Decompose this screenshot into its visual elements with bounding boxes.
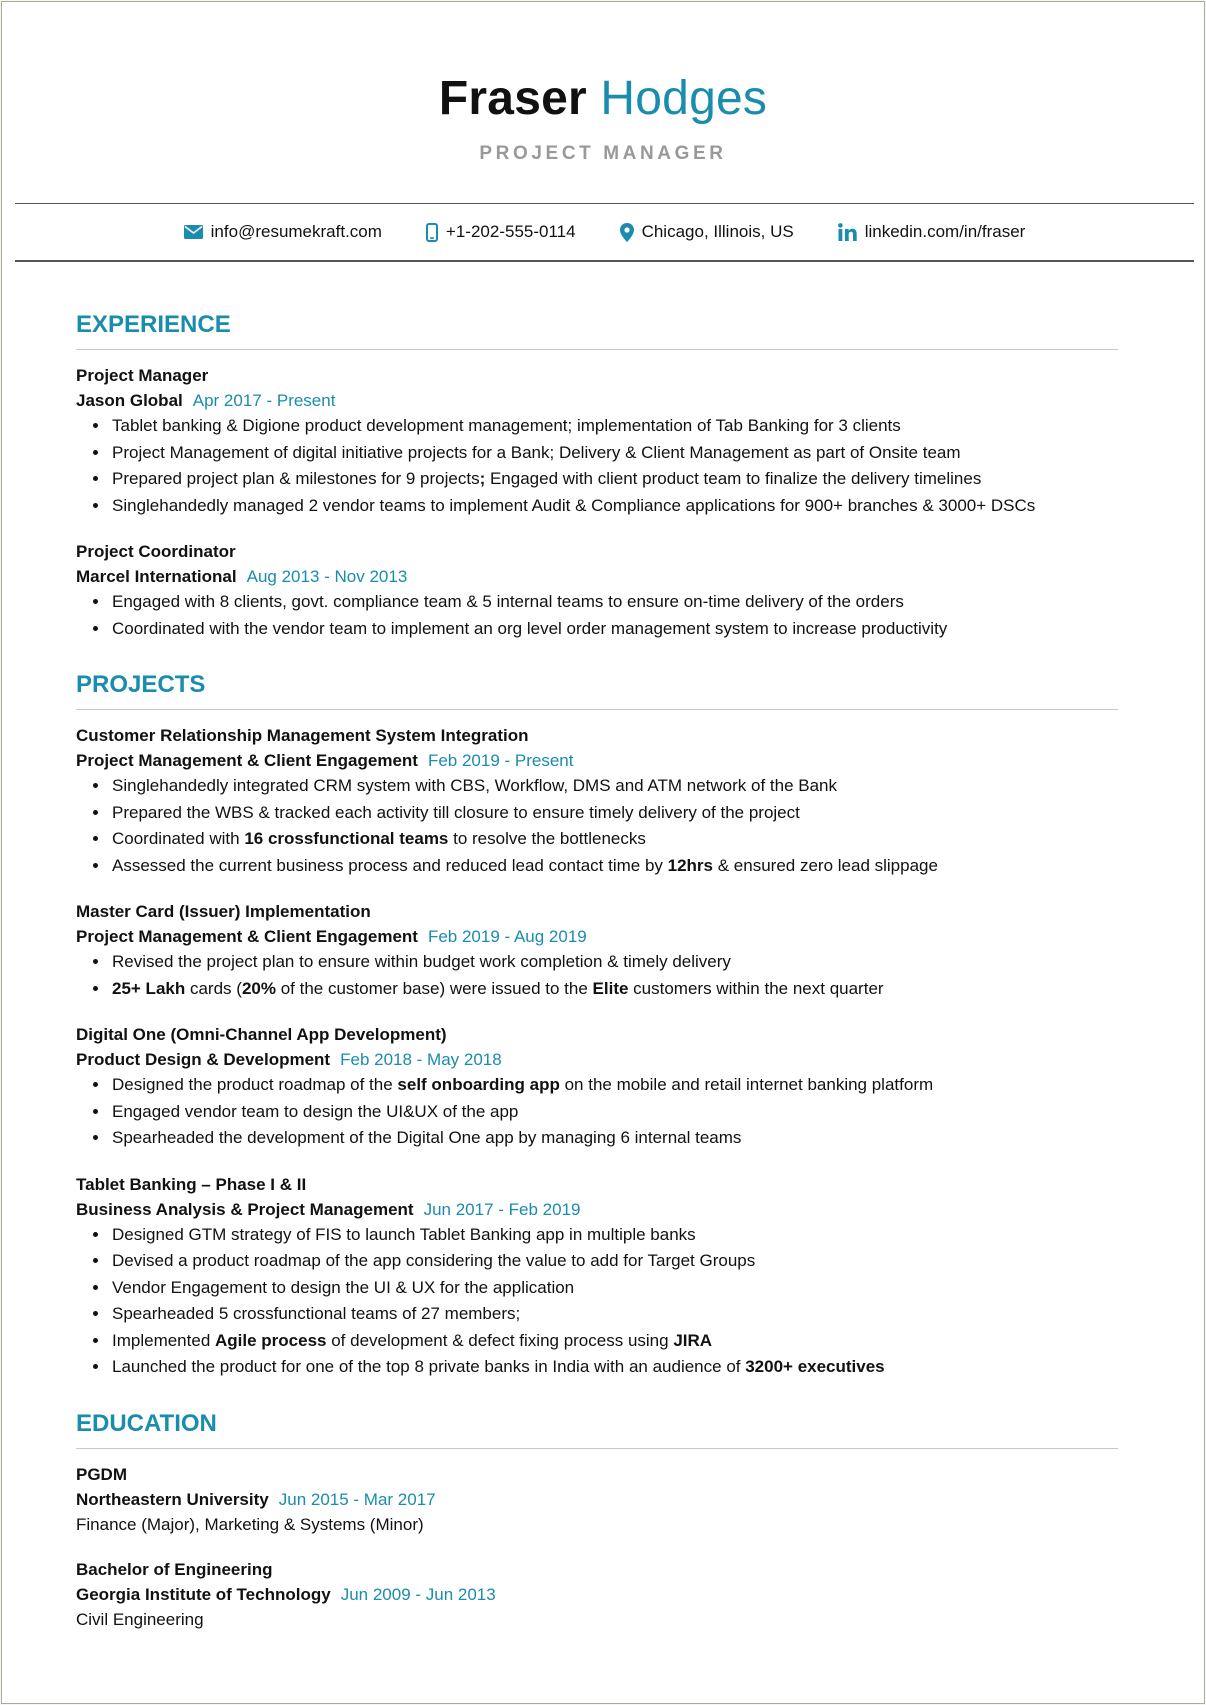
emphasis-text: Elite [592,978,629,998]
resume-page [1,1,1205,1704]
contact-phone[interactable] [426,222,576,242]
job-entry [76,539,1118,642]
project-bullets [76,949,1118,1002]
bullet-item: • Vendor Engagement to design the UI & UX for the application [110,1275,1118,1302]
contact-location [620,222,794,242]
education-section [76,1409,1118,1632]
project-role: Business Analysis & Project Management [76,1199,414,1219]
job-org-line [76,564,1118,589]
project-name: Digital One (Omni-Channel App Development) [76,1025,447,1044]
first-name: Fraser [438,72,587,125]
emphasis-text: self onboarding app [397,1075,560,1094]
project-entry [76,723,1118,879]
project-entry [76,1022,1118,1152]
project-role-line [76,924,1118,949]
school-name: Northeastern University [76,1489,269,1509]
bullet-item: • Devised a product roadmap of the app considering the value to add for Target Groups [110,1248,1118,1275]
school-name: Georgia Institute of Technology [76,1584,331,1604]
job-bullets [76,589,1118,642]
emphasis-text: JIRA [673,1330,713,1350]
contact-bar [15,203,1194,262]
school-line [76,1582,1118,1607]
job-dates: Apr 2017 - Present [192,391,336,410]
bullet-item: • Designed GTM strategy of FIS to launch Tablet Banking app in multiple banks [110,1222,1118,1249]
bullet-item: • Assessed the current business process and reduced lead contact time by 12hrs & ensured zero lead slippage [110,853,1118,880]
project-bullets [76,1072,1118,1152]
degree: Bachelor of Engineering [76,1559,273,1579]
map-pin-icon [620,223,634,242]
bullet-item: • 25+ Lakh cards (20% of the customer base) were issued to the Elite customers within the next quarter [110,976,1118,1003]
job-title: PROJECT MANAGER [479,143,727,164]
bullet-item: • Prepared the WBS & tracked each activity till closure to ensure timely delivery of the project [110,800,1118,827]
job-role: Project Coordinator [76,542,236,561]
education-heading: EDUCATION [76,1409,1118,1449]
resume-header [2,2,1204,164]
emphasis-text: Agile process [215,1330,327,1350]
project-dates: Feb 2019 - Present [427,751,574,770]
project-role: Project Management & Client Engagement [76,927,418,946]
experience-section [76,310,1118,642]
bullet-item: • Project Management of digital initiative projects for a Bank; Delivery & Client Management as part of Onsite team [110,440,1118,467]
education-dates: Jun 2009 - Jun 2013 [340,1584,496,1604]
candidate-name [2,73,1204,125]
bullet-item: • Coordinated with the vendor team to implement an org level order management system to increase productivity [110,616,1118,643]
project-name: Master Card (Issuer) Implementation [76,902,371,921]
bullet-item: • Coordinated with 16 crossfunctional teams to resolve the bottlenecks [110,826,1118,853]
contact-linkedin[interactable] [838,222,1026,242]
emphasis-text: 20% [241,978,276,998]
last-name: Hodges [600,72,768,125]
job-company: Marcel International [76,567,237,586]
education-dates: Jun 2015 - Mar 2017 [278,1489,436,1509]
bullet-item: • Tablet banking & Digione product development management; implementation of Tab Banking for 3 clients [110,413,1118,440]
bullet-item: • Engaged with 8 clients, govt. compliance team & 5 internal teams to ensure on-time delivery of the orders [110,589,1118,616]
envelope-icon [184,225,203,239]
job-company: Jason Global [76,391,183,410]
resume-content [76,310,1118,1660]
bullet-item: • Launched the product for one of the top 8 private banks in India with an audience of 3200+ executives [110,1354,1118,1381]
bullet-item: • Singlehandedly managed 2 vendor teams to implement Audit & Compliance applications for 900+ branches & 3000+ DSCs [110,493,1118,520]
emphasis-text: 3200+ executives [745,1357,885,1376]
job-org-line [76,388,1118,413]
school-line [76,1487,1118,1512]
project-dates: Feb 2019 - Aug 2019 [427,927,587,946]
email-text: info@resumekraft.com [210,222,382,241]
bullet-item: • Revised the project plan to ensure within budget work completion & timely delivery [110,949,1118,976]
bullet-item: • Spearheaded the development of the Digital One app by managing 6 internal teams [110,1125,1118,1152]
education-detail: Finance (Major), Marketing & Systems (Minor) [76,1514,424,1534]
projects-heading: PROJECTS [76,670,1118,710]
phone-text: +1-202-555-0114 [445,222,576,241]
contact-email[interactable] [184,222,382,242]
linkedin-icon [838,223,857,241]
degree: PGDM [76,1464,127,1484]
linkedin-text: linkedin.com/in/fraser [864,222,1026,241]
project-name: Customer Relationship Management System Integration [76,726,529,745]
bullet-item: • Singlehandedly integrated CRM system with CBS, Workflow, DMS and ATM network of the Bank [110,773,1118,800]
bullet-item: • Implemented Agile process of development & defect fixing process using JIRA [110,1328,1118,1355]
education-detail: Civil Engineering [76,1609,204,1629]
job-dates: Aug 2013 - Nov 2013 [246,567,408,586]
bullet-item: • Engaged vendor team to design the UI&UX of the app [110,1099,1118,1126]
job-bullets [76,413,1118,519]
location-text: Chicago, Illinois, US [641,222,794,241]
project-dates: Feb 2018 - May 2018 [340,1050,502,1069]
project-dates: Jun 2017 - Feb 2019 [423,1199,581,1219]
project-role: Project Management & Client Engagement [76,751,418,770]
project-entry [76,1172,1118,1381]
project-role-line [76,748,1118,773]
experience-heading: EXPERIENCE [76,310,1118,350]
bullet-item: • Designed the product roadmap of the self onboarding app on the mobile and retail internet banking platform [110,1072,1118,1099]
job-role: Project Manager [76,366,209,385]
phone-icon [426,223,438,242]
emphasis-text: 25+ Lakh [112,978,186,998]
projects-section [76,670,1118,1381]
project-name: Tablet Banking – Phase I & II [76,1174,307,1194]
project-role-line [76,1047,1118,1072]
project-entry [76,899,1118,1002]
project-bullets [76,1222,1118,1381]
project-bullets [76,773,1118,879]
education-entry [76,1462,1118,1537]
bullet-item: • Prepared project plan & milestones for 9 projects; Engaged with client product team to finalize the delivery timelines [110,466,1118,493]
emphasis-text: 16 crossfunctional teams [244,829,449,848]
project-role: Product Design & Development [76,1050,331,1069]
education-entry [76,1557,1118,1632]
emphasis-text: 12hrs [667,855,714,875]
job-entry [76,363,1118,519]
project-role-line [76,1197,1118,1222]
bullet-item: • Spearheaded 5 crossfunctional teams of 27 members; [110,1301,1118,1328]
emphasis-text: ; [479,469,486,488]
